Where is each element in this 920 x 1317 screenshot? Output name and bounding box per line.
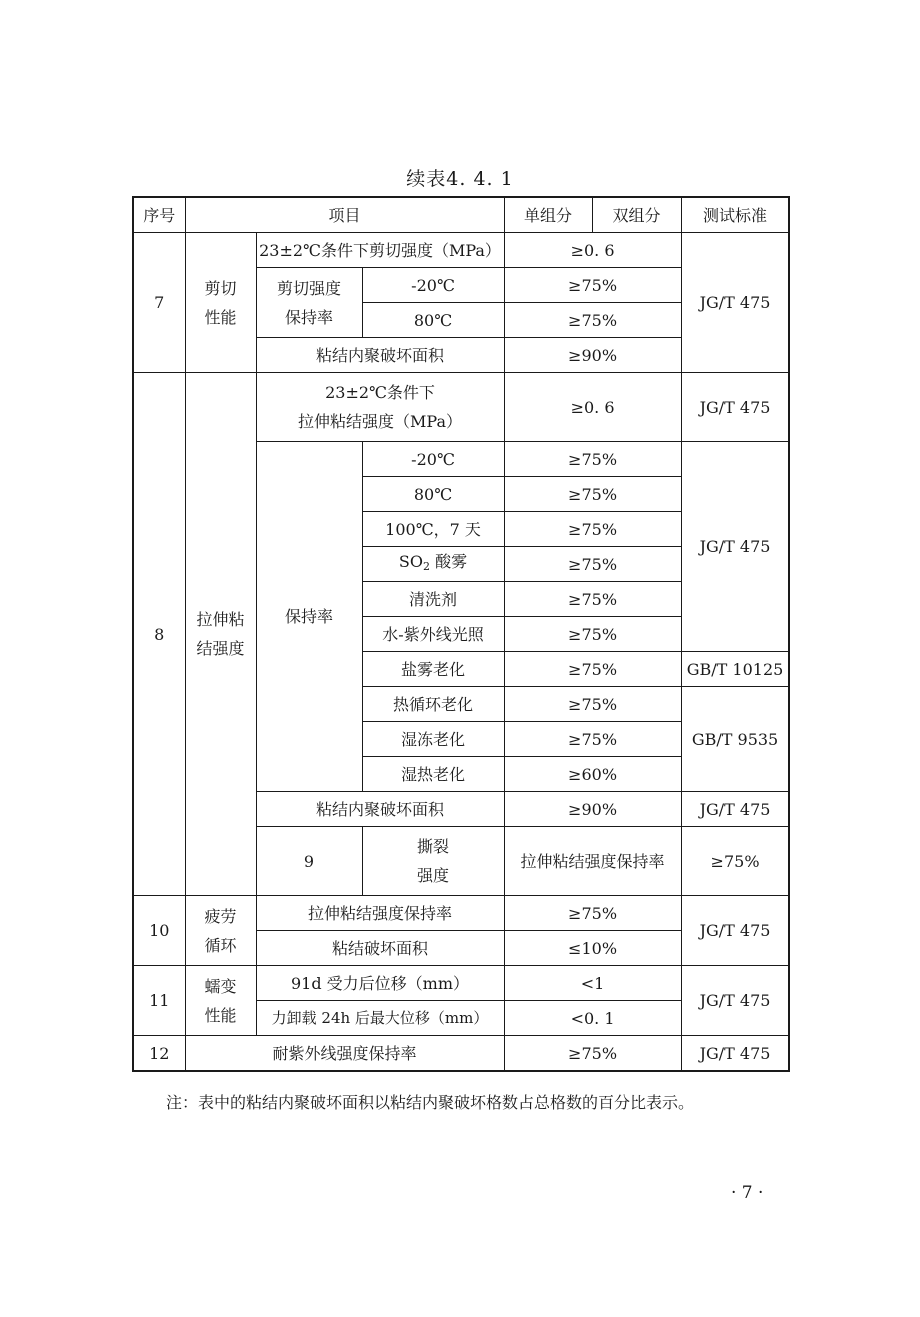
- spec-table: [132, 196, 790, 1072]
- sub-item-cell: 盐雾老化: [362, 652, 504, 687]
- row-no: 10: [133, 896, 185, 966]
- value-cell: ≥0. 6: [504, 373, 681, 442]
- value-cell: ≥75%: [504, 477, 681, 512]
- so2-text: SO: [398, 552, 423, 571]
- row-category: [362, 827, 504, 896]
- table-row: [133, 896, 789, 931]
- value-cell: ≥75%: [504, 722, 681, 757]
- item-line: 23±2℃条件下: [325, 383, 435, 402]
- table-header-row: [133, 197, 789, 233]
- page-number: · 7 ·: [731, 1183, 764, 1203]
- value-cell: ≥75%: [504, 512, 681, 547]
- item-line: 保持率: [284, 307, 333, 327]
- so2-subscript: 2: [423, 560, 430, 573]
- value-cell: ≥75%: [504, 896, 681, 931]
- header-item: 项目: [185, 197, 504, 233]
- sub-item-cell: 80℃: [362, 477, 504, 512]
- standard-cell: JG/T 475: [681, 896, 789, 966]
- sub-item-cell: 水-紫外线光照: [362, 617, 504, 652]
- item-cell: [256, 268, 362, 338]
- table-row: [133, 1036, 789, 1072]
- value-cell: ≥75%: [504, 268, 681, 303]
- row-no: 7: [133, 233, 185, 373]
- item-cell: 拉伸粘结强度保持率: [504, 827, 681, 896]
- value-cell: ≥75%: [504, 547, 681, 582]
- value-cell: ≥75%: [504, 582, 681, 617]
- value-cell: ≤10%: [504, 931, 681, 966]
- header-single: 单组分: [504, 197, 592, 233]
- row-no: 12: [133, 1036, 185, 1072]
- row-category: [185, 233, 256, 373]
- sub-item-cell: 热循环老化: [362, 687, 504, 722]
- value-cell: ≥75%: [504, 652, 681, 687]
- standard-cell: JG/T 475: [681, 966, 789, 1036]
- sub-item-cell: 湿冻老化: [362, 722, 504, 757]
- so2-suffix: 酸雾: [430, 552, 468, 571]
- category-line: 蠕变: [204, 976, 237, 996]
- table-row: [133, 373, 789, 442]
- value-cell: ≥0. 6: [504, 233, 681, 268]
- header-standard: 测试标准: [681, 197, 789, 233]
- category-line: 性能: [204, 307, 237, 327]
- standard-cell: JG/T 475: [681, 792, 789, 827]
- item-cell: 粘结内聚破坏面积: [256, 792, 504, 827]
- item-cell: [256, 373, 504, 442]
- value-cell: ≥75%: [504, 442, 681, 477]
- sub-item-cell: 100℃，7 天: [362, 512, 504, 547]
- item-cell: 粘结内聚破坏面积: [256, 338, 504, 373]
- table-note: 注：表中的粘结内聚破坏面积以粘结内聚破坏格数占总格数的百分比表示。: [166, 1093, 695, 1112]
- value-cell: ≥90%: [504, 792, 681, 827]
- row-no: 8: [133, 373, 185, 896]
- item-cell: 粘结破坏面积: [256, 931, 504, 966]
- category-line: 拉伸粘: [196, 610, 245, 629]
- category-line: 疲劳: [204, 906, 237, 926]
- row-category: [185, 896, 256, 966]
- row-no: 9: [256, 827, 362, 896]
- value-cell: <1: [504, 966, 681, 1001]
- table-row: [133, 233, 789, 268]
- row-no: 11: [133, 966, 185, 1036]
- table-row: [133, 966, 789, 1001]
- value-cell: <0. 1: [504, 1001, 681, 1036]
- standard-cell: GB/T 10125: [681, 652, 789, 687]
- value-cell: ≥75%: [504, 303, 681, 338]
- item-cell: 拉伸粘结强度保持率: [256, 896, 504, 931]
- table-caption: 续表4. 4. 1: [406, 168, 514, 190]
- row-category: [185, 966, 256, 1036]
- category-line: 剪切: [204, 278, 237, 298]
- header-no: 序号: [133, 197, 185, 233]
- item-cell: 耐紫外线强度保持率: [185, 1036, 504, 1072]
- item-cell: 保持率: [256, 442, 362, 792]
- item-line: 拉伸粘结强度（MPa）: [298, 412, 462, 431]
- row-category: [185, 373, 256, 896]
- standard-cell: JG/T 475: [681, 442, 789, 652]
- value-cell: ≥75%: [504, 687, 681, 722]
- category-line: 撕裂: [417, 837, 450, 856]
- standard-cell: JG/T 475: [681, 373, 789, 442]
- standard-cell: JG/T 475: [681, 1036, 789, 1072]
- category-line: 性能: [204, 1005, 237, 1025]
- standard-cell: GB/T 9535: [681, 687, 789, 792]
- header-double: 双组分: [592, 197, 681, 233]
- sub-item-cell: 湿热老化: [362, 757, 504, 792]
- value-cell: ≥90%: [504, 338, 681, 373]
- category-line: 强度: [417, 866, 450, 885]
- value-cell: ≥75%: [504, 1036, 681, 1072]
- category-line: 结强度: [196, 639, 245, 658]
- value-cell: ≥75%: [681, 827, 789, 896]
- sub-item-cell: 80℃: [362, 303, 504, 338]
- value-cell: ≥60%: [504, 757, 681, 792]
- sub-item-cell: 清洗剂: [362, 582, 504, 617]
- item-cell: 23±2℃条件下剪切强度（MPa）: [256, 233, 504, 268]
- sub-item-cell: [362, 547, 504, 582]
- value-cell: ≥75%: [504, 617, 681, 652]
- sub-item-cell: -20℃: [362, 442, 504, 477]
- item-cell: 力卸载 24h 后最大位移（mm）: [256, 1001, 504, 1036]
- item-cell: 91d 受力后位移（mm）: [256, 966, 504, 1001]
- sub-item-cell: -20℃: [362, 268, 504, 303]
- category-line: 循环: [204, 935, 237, 955]
- standard-cell: JG/T 475: [681, 233, 789, 373]
- item-line: 剪切强度: [276, 278, 341, 298]
